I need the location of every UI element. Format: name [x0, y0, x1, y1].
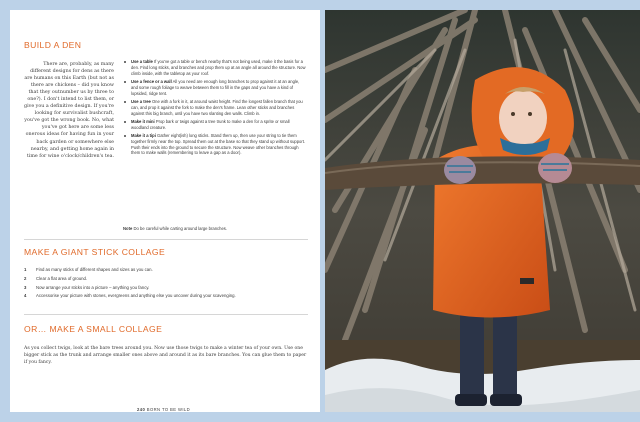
tip-text: All you need are enough long branches to prop against it at an angle, and some rough foliage to weave between them to fill in the gaps and you have a kind of lopsided, ridge tent.	[131, 78, 300, 96]
list-item	[123, 99, 306, 117]
tip-text: Prop bark or twigs against a tree trunk to make a den for a sprite or small woodland creature.	[131, 118, 290, 130]
step-text: Clear a flat area of ground.	[36, 275, 88, 281]
safety-note	[123, 226, 227, 231]
note-label: Note	[123, 226, 133, 231]
collage-steps-list	[24, 267, 309, 302]
small-collage-paragraph: As you collect twigs, look at the bare trees around you. Now use those twigs to make a winter tea of your own. Use one bigger stick as the trunk and arrange smaller ones above and around it as its bare branches. You can glue them to paper if you fancy.	[24, 346, 307, 365]
list-item	[24, 285, 309, 291]
tip-text: If you've got a table or bench nearby that's not being used, make it the basis for a den. Find long sticks, and branches and prop them up at an angle all around the structure. Now climb inside, with the tabletop as your roof.	[131, 59, 306, 76]
page-footer	[137, 407, 190, 412]
tip-title: Use a table	[131, 59, 153, 64]
step-number: 2	[24, 275, 27, 281]
list-item	[24, 293, 309, 299]
step-text: Now arrange your sticks into a picture – anything you fancy.	[36, 284, 150, 290]
list-item	[123, 79, 306, 97]
step-text: Find as many sticks of different shapes and sizes as you can.	[36, 267, 153, 272]
step-text: Accessorise your picture with stones, evergreens and anything else you uncover during your scavenging.	[36, 293, 236, 299]
tip-title: Make it a tipi	[131, 132, 156, 138]
den-tips-list	[123, 59, 306, 159]
list-item	[123, 119, 306, 131]
page-number: 240	[137, 407, 146, 412]
section-divider	[24, 314, 308, 315]
list-item	[123, 59, 306, 77]
tip-title: Use a tree	[131, 98, 151, 104]
tip-title: Make it mini	[131, 118, 155, 124]
note-text: Do be careful while carting around large branches.	[133, 226, 228, 231]
step-number: 3	[24, 284, 27, 290]
text-page	[10, 10, 320, 412]
tip-text: Gather eight(ish) long sticks. Stand them up, then use your string to tie them together firmly near the top. Spread them out at the base so that they stand up without support. Push their ends into the ground to secure the structure. Now weave other branches through them to make walls (remembering to leave a gap as a door).	[131, 132, 306, 156]
list-item	[24, 276, 309, 282]
running-title: BORN TO BE WILD	[146, 407, 191, 412]
section-divider	[24, 239, 308, 240]
list-item	[24, 267, 309, 273]
step-number: 4	[24, 293, 27, 299]
photo-illustration	[325, 10, 640, 412]
heading-build-den: BUILD A DEN	[24, 40, 82, 50]
heading-small-collage: OR… MAKE A SMALL COLLAGE	[24, 324, 163, 334]
step-number: 1	[24, 267, 27, 272]
tip-title: Use a fence or a wall	[131, 78, 172, 84]
child-carrying-branch-photo	[325, 10, 640, 412]
heading-stick-collage: MAKE A GIANT STICK COLLAGE	[24, 247, 166, 257]
list-item	[123, 133, 306, 157]
intro-paragraph: There are, probably, as many different designs for dens as there are humans on this Earth (but not as there are chickens – did you know that they outnumber us by three to one?). I don't intend to list them, or give you a definitive design. If you're looking for survivalist bushcraft, you've got the wrong book. No, what you've got here are some less onerous ideas for having fun in your back garden or somewhere else nearby, and getting home again in time for wine o'clock/children's tea.	[24, 62, 114, 159]
tip-text: One with a fork in it, at around waist height. Find the longest fallen branch that you can, and prop it against the fork to make the den's frame. Lean other sticks and branches against this big branch, until you have two slanting den walls. Climb in.	[131, 98, 303, 116]
